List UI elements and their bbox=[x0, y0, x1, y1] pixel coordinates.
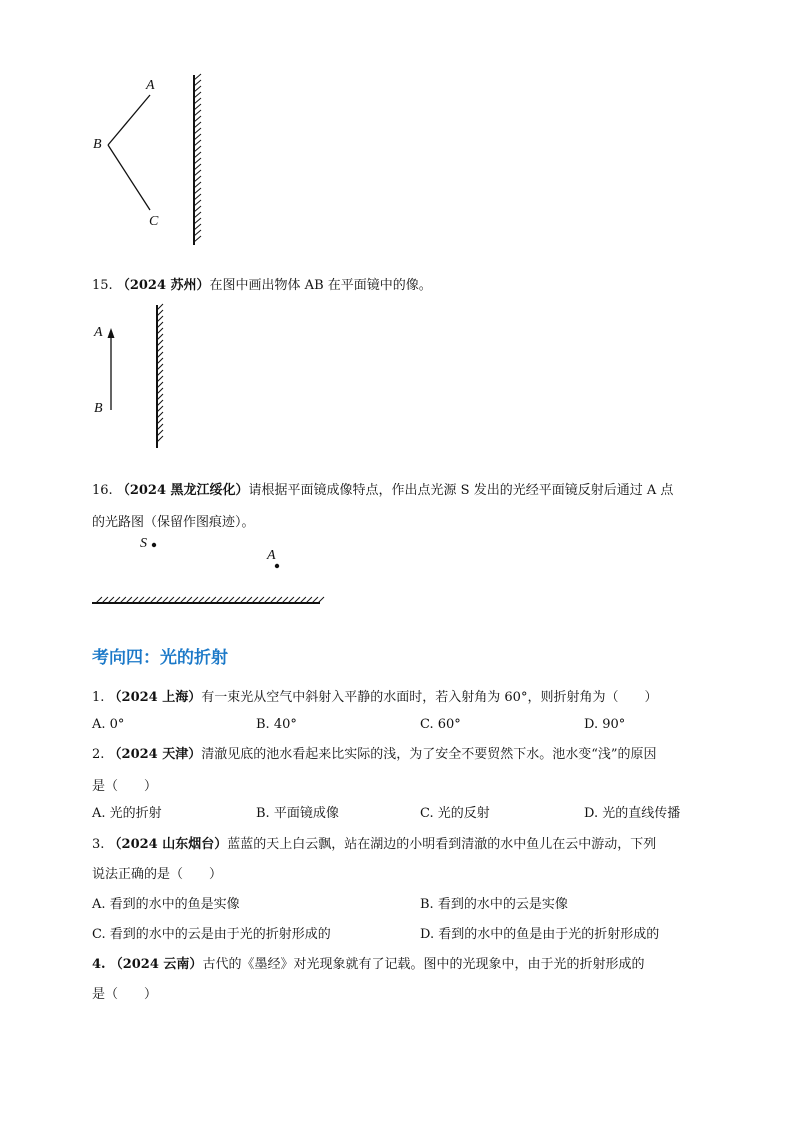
question-4 bbox=[92, 956, 644, 974]
question-text: 在图中画出物体 AB 在平面镜中的像。 bbox=[209, 278, 432, 293]
point-a-label: A bbox=[267, 548, 276, 563]
question-4-continued: 是（ ） bbox=[92, 987, 158, 1002]
mirror-hatch bbox=[318, 597, 324, 603]
point-a-label: A bbox=[146, 78, 155, 93]
point-s-label: S bbox=[140, 536, 147, 551]
option-d: D. 光的直线传播 bbox=[584, 806, 681, 821]
question-source: （2024 黑龙江绥化） bbox=[116, 483, 249, 498]
question-number: 2. bbox=[92, 747, 105, 762]
question-number: 1. bbox=[92, 690, 105, 705]
option-b: B. 看到的水中的云是实像 bbox=[420, 897, 568, 912]
question-3 bbox=[92, 836, 656, 854]
option-c: C. 60° bbox=[420, 717, 461, 732]
question-text: 有一束光从空气中斜射入平静的水面时，若入射角为 60°，则折射角为（ ） bbox=[201, 690, 658, 705]
question-text: 古代的《墨经》对光现象就有了记载。图中的光现象中，由于光的折射形成的 bbox=[202, 957, 645, 972]
point-a-label: A bbox=[94, 325, 103, 340]
point-b-label: B bbox=[93, 137, 102, 152]
point-c-label: C bbox=[149, 214, 159, 229]
option-a: A. 0° bbox=[92, 717, 125, 732]
option-c: C. 看到的水中的云是由于光的折射形成的 bbox=[92, 927, 331, 942]
question-3-continued: 说法正确的是（ ） bbox=[92, 867, 223, 882]
question-number: 16. bbox=[92, 483, 113, 498]
option-b: B. 平面镜成像 bbox=[256, 806, 339, 821]
question-source: （2024 山东烟台） bbox=[108, 837, 228, 852]
question-source: （2024 云南） bbox=[109, 957, 203, 972]
question-source: （2024 上海） bbox=[108, 690, 202, 705]
question-source: （2024 苏州） bbox=[116, 278, 210, 293]
option-a: A. 看到的水中的鱼是实像 bbox=[92, 897, 240, 912]
question-text: 清澈见底的池水看起来比实际的浅，为了安全不要贸然下水。池水变“浅”的原因 bbox=[201, 747, 657, 762]
section-title: 考向四：光的折射 bbox=[92, 648, 228, 668]
option-b: B. 40° bbox=[256, 717, 297, 732]
question-text: 蓝蓝的天上白云飘，站在湖边的小明看到清澈的水中鱼儿在云中游动，下列 bbox=[227, 837, 657, 852]
option-d: D. 看到的水中的鱼是由于光的折射形成的 bbox=[420, 927, 660, 942]
question-number: 3. bbox=[92, 837, 105, 852]
option-d: D. 90° bbox=[584, 717, 626, 732]
option-c: C. 光的反射 bbox=[420, 806, 490, 821]
question-source: （2024 天津） bbox=[108, 747, 202, 762]
question-2-continued: 是（ ） bbox=[92, 779, 158, 794]
question-1 bbox=[92, 689, 657, 707]
question-2 bbox=[92, 746, 657, 764]
question-number: 4. bbox=[92, 957, 106, 972]
option-a: A. 光的折射 bbox=[92, 806, 162, 821]
question-number: 15. bbox=[92, 278, 113, 293]
question-text: 请根据平面镜成像特点，作出点光源 S 发出的光经平面镜反射后通过 A 点 bbox=[248, 483, 674, 498]
point-b-label: B bbox=[94, 401, 103, 416]
question-16-continued: 的光路图（保留作图痕迹）。 bbox=[92, 515, 255, 530]
